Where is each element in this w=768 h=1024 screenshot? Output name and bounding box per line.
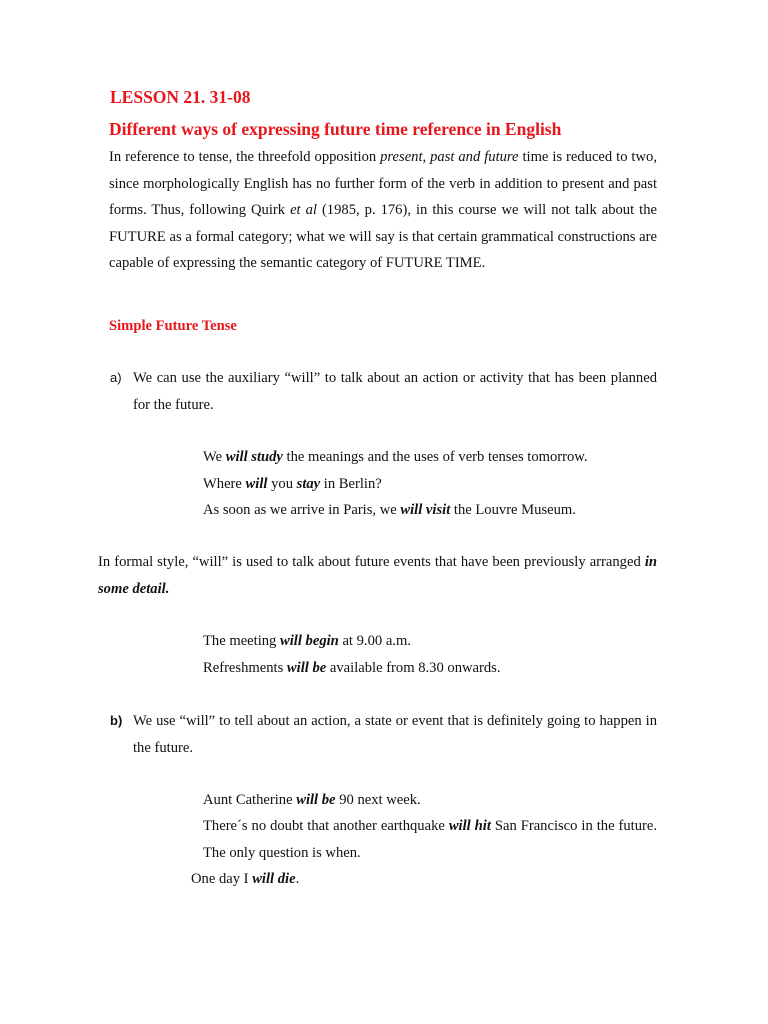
example-text: There´s no doubt that another earthquake — [203, 818, 449, 834]
example-sentence — [191, 866, 299, 893]
lesson-title: LESSON 21. 31-08 — [110, 87, 251, 107]
example-sentence — [203, 655, 501, 682]
example-sentence — [203, 444, 588, 471]
example-text: The meeting — [203, 633, 280, 649]
example-emphasis: will study — [225, 449, 283, 465]
example-text: the Louvre Museum. — [450, 502, 576, 518]
example-emphasis: will be — [286, 659, 327, 676]
example-text: Aunt Catherine — [203, 792, 297, 808]
example-text: in Berlin? — [320, 475, 382, 492]
example-emphasis: will begin — [280, 633, 339, 649]
item-b-text: We use “will” to tell about an action, a state or event that is definitely going to happen in the future. — [133, 713, 657, 756]
example-text: 90 next week. — [335, 792, 421, 808]
example-sentence — [203, 813, 657, 866]
example-emphasis: will be — [296, 792, 336, 808]
intro-emphasis-1: present, past and future — [380, 149, 519, 165]
formal-text: In formal style, “will” is used to talk about future events that have been previously arranged — [98, 554, 645, 570]
example-text: at 9.00 a.m. — [338, 633, 411, 649]
example-text: the meanings and the uses of verb tenses tomorrow. — [282, 449, 588, 465]
example-text: . — [295, 871, 300, 887]
example-emphasis: stay — [296, 475, 321, 492]
example-text: you — [267, 475, 297, 492]
intro-text-1: In reference to tense, the threefold opposition — [109, 149, 381, 165]
intro-emphasis-2: et al — [290, 202, 317, 218]
example-text: Where — [203, 475, 246, 492]
example-emphasis: will die — [252, 871, 296, 887]
example-emphasis: will visit — [400, 502, 451, 518]
list-marker-b: b) — [110, 713, 123, 728]
item-a-examples — [203, 444, 588, 524]
example-text: Refreshments — [203, 659, 287, 676]
formal-examples — [203, 628, 501, 681]
example-emphasis: will hit — [448, 818, 491, 834]
example-text: We — [203, 449, 226, 465]
example-sentence — [203, 471, 588, 498]
example-sentence — [203, 497, 588, 524]
item-a-text: We can use the auxiliary “will” to talk about an action or activity that has been planned for the future. — [133, 370, 657, 413]
intro-text-2: time is reduced to two, since morphologically English has no further form of the verb in addition to present and past forms. Thus, following Quirk — [109, 149, 657, 218]
example-text: available from 8.30 onwards. — [326, 659, 501, 676]
example-sentence — [203, 787, 421, 814]
section-heading: Simple Future Tense — [109, 318, 237, 334]
list-marker-a: a) — [110, 370, 122, 385]
page-subtitle: Different ways of expressing future time reference in English — [109, 119, 562, 139]
example-text: As soon as we arrive in Paris, we — [203, 502, 401, 518]
example-sentence — [203, 628, 501, 655]
intro-paragraph — [109, 144, 657, 277]
intro-text-3: (1985, p. 176), in this course we will not talk about the FUTURE as a formal category; what we will say is that certain grammatical constructions are capable of expressing the semantic category of FUTURE TIME. — [109, 202, 657, 271]
example-text: One day I — [191, 871, 253, 887]
example-text: San Francisco in the future. The only question is when. — [203, 818, 657, 861]
example-emphasis: will — [245, 475, 268, 492]
formal-emphasis: in some detail. — [98, 554, 657, 597]
formal-style-paragraph — [98, 549, 657, 602]
